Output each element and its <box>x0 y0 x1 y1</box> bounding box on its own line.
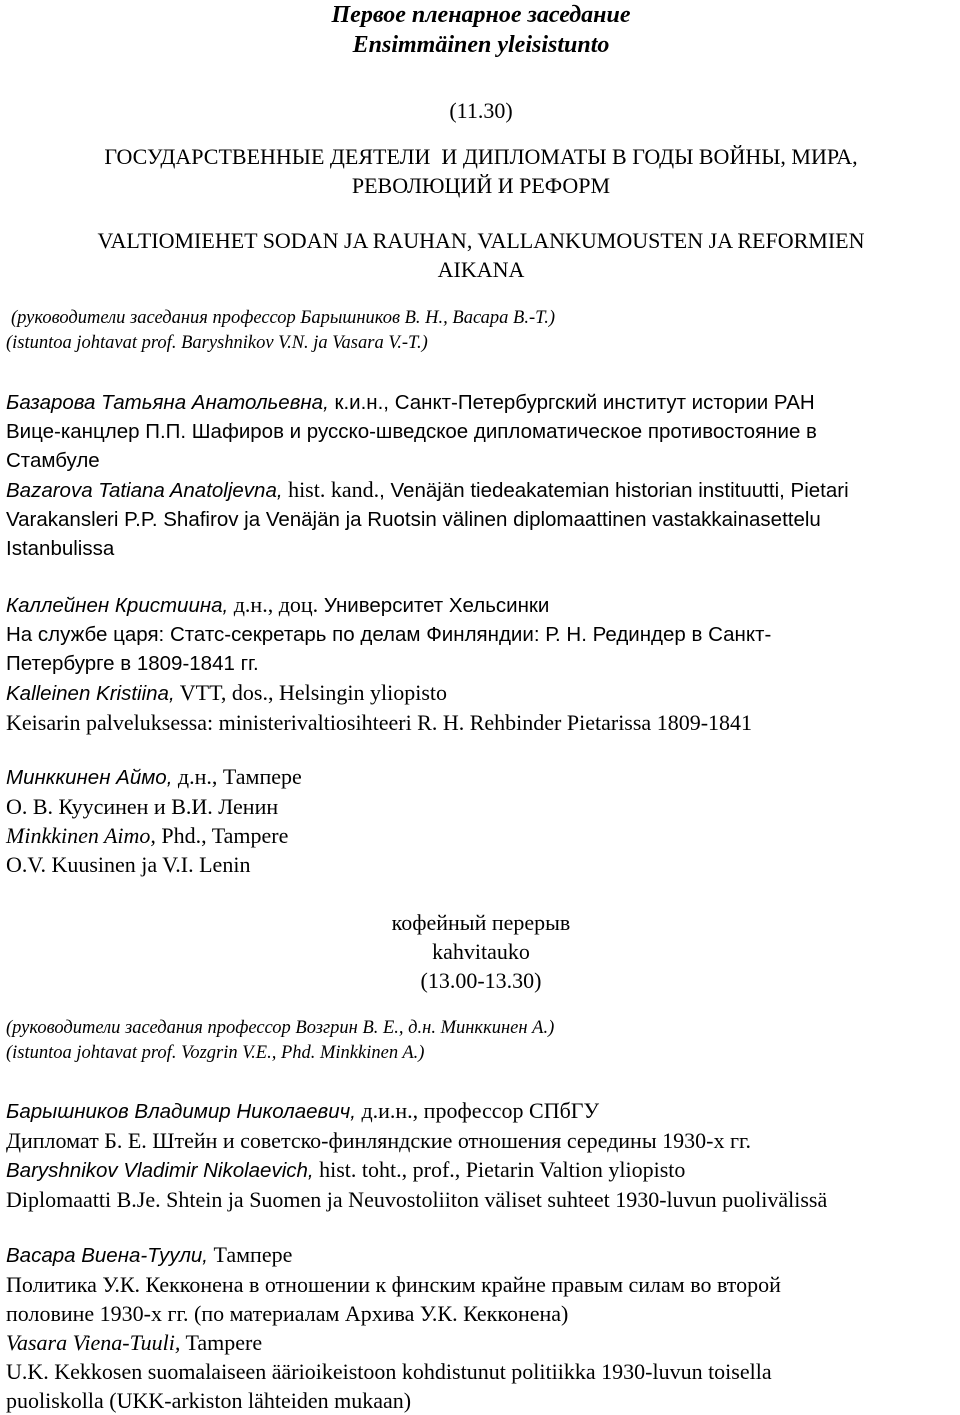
chairs-1-ru: (руководители заседания профессор Барышников В. Н., Васара В.-Т.) <box>11 308 556 328</box>
chairs-1-fi: (istuntoa johtavat prof. Baryshnikov V.N. ja Vasara V.-T.) <box>6 333 428 353</box>
talk-title-fi-line-1: Varakansleri P.P. Shafirov ja Venäjän ja Ruotsin välinen diplomaattinen vastakkainasettelu <box>6 508 821 531</box>
speaker-affiliation-fi: Phd., Tampere <box>155 823 289 848</box>
talk-title-ru-line-1: Политика У.К. Кекконена в отношении к финским крайне правым силам во второй <box>6 1272 781 1297</box>
speaker-affiliation-fi-b: , Helsingin yliopisto <box>267 680 448 705</box>
speaker-affiliation-ru: к.и.н., Санкт-Петербургский институт истории РАН <box>328 391 815 414</box>
speaker-name-ru: Барышников Владимир Николаевич, <box>6 1100 356 1123</box>
speaker-affiliation-fi: hist. toht., prof., Pietarin Valtion yliopisto <box>313 1157 686 1182</box>
session-header <box>6 0 956 60</box>
break-ru: кофейный перерыв <box>391 910 571 935</box>
speaker-affiliation-ru: д.и.н., профессор СПбГУ <box>355 1098 600 1123</box>
session-chairs-1 <box>6 306 956 356</box>
chairs-2-fi: (istuntoa johtavat prof. Vozgrin V.E., Phd. Minkkinen A.) <box>6 1043 425 1063</box>
speaker-name-fi: Kalleinen Kristiina, <box>6 682 175 705</box>
break-fi: kahvitauko <box>432 939 530 964</box>
talk-minkkinen <box>6 762 956 879</box>
theme-fi-line-1: VALTIOMIEHET SODAN JA RAUHAN, VALLANKUMOUSTEN JA REFORMIEN <box>97 228 865 253</box>
session-theme-ru <box>6 142 956 200</box>
talk-title-ru-line-2: Петербурге в 1809-1841 гг. <box>6 652 259 675</box>
talk-title-fi-line-2: puoliskolla (UKK-arkiston lähteiden mukaan) <box>6 1388 412 1413</box>
speaker-affiliation-fi-a: VTT, dos. <box>174 680 268 705</box>
talk-title-ru-line-1: На службе царя: Статс-секретарь по делам Финляндии: Р. Н. Рединдер в Санкт- <box>6 623 772 646</box>
coffee-break <box>6 908 956 995</box>
speaker-affiliation-ru-a: д.н., доц. <box>228 592 319 617</box>
talk-title-fi-line-1: U.K. Kekkosen suomalaiseen äärioikeistoon kohdistunut politiikka 1930-luvun toisella <box>6 1359 772 1384</box>
speaker-affiliation-ru: Тампере <box>207 1242 293 1267</box>
talk-kalleinen <box>6 590 956 737</box>
session-title-fi: Ensimmäinen yleisistunto <box>352 32 610 58</box>
speaker-affiliation-ru: д.н., Тампере <box>172 764 302 789</box>
talk-bazarova <box>6 388 956 563</box>
talk-title-fi-line-2: Istanbulissa <box>6 537 115 560</box>
talk-title-fi: Keisarin palveluksessa: ministerivaltiosihteeri R. H. Rehbinder Pietarissa 1809-1841 <box>6 710 753 735</box>
session-title-ru: Первое пленарное заседание <box>331 2 631 28</box>
speaker-name-ru: Васара Виена-Туули, <box>6 1244 208 1267</box>
chairs-2-ru: (руководители заседания профессор Возгрин В. Е., д.н. Минккинен А.) <box>6 1018 555 1038</box>
speaker-affiliation-ru-b: Университет Хельсинки <box>318 594 550 617</box>
talk-title-ru: Дипломат Б. Е. Штейн и советско-финляндские отношения середины 1930-х гг. <box>6 1128 752 1153</box>
speaker-affiliation-fi-a: hist. kand. <box>282 477 380 502</box>
talk-title-ru-line-2: половине 1930-х гг. (по материалам Архива У.К. Кекконена) <box>6 1301 569 1326</box>
speaker-name-fi: Baryshnikov Vladimir Nikolaevich, <box>6 1159 314 1182</box>
theme-ru-line-2: РЕВОЛЮЦИЙ И РЕФОРМ <box>351 173 611 198</box>
theme-fi-line-2: AIKANA <box>437 257 525 282</box>
speaker-name-ru: Каллейнен Кристиина, <box>6 594 229 617</box>
speaker-name-ru: Базарова Татьяна Анатольевна, <box>6 391 329 414</box>
speaker-name-fi: Vasara Viena-Tuuli, <box>6 1330 181 1355</box>
break-time: (13.00-13.30) <box>420 968 542 993</box>
speaker-name-fi: Minkkinen Aimo, <box>6 823 156 848</box>
talk-vasara <box>6 1240 956 1415</box>
talk-baryshnikov <box>6 1096 956 1214</box>
talk-title-ru: О. В. Куусинен и В.И. Ленин <box>6 794 279 819</box>
talk-title-fi: Diplomaatti B.Je. Shtein ja Suomen ja Neuvostoliiton väliset suhteet 1930-luvun puolivälissä <box>6 1187 828 1212</box>
talk-title-fi: O.V. Kuusinen ja V.I. Lenin <box>6 852 251 877</box>
speaker-name-fi: Bazarova Tatiana Anatoljevna, <box>6 479 283 502</box>
session-chairs-2 <box>6 1016 956 1066</box>
speaker-name-ru: Минккинен Аймо, <box>6 766 173 789</box>
talk-title-ru-line-2: Стамбуле <box>6 449 100 472</box>
session-time: (11.30) <box>449 98 513 123</box>
speaker-affiliation-fi-b: , Venäjän tiedeakatemian historian instituutti, Pietari <box>379 479 849 502</box>
session-theme-fi <box>6 226 956 284</box>
speaker-affiliation-fi: Tampere <box>180 1330 263 1355</box>
talk-title-ru-line-1: Вице-канцлер П.П. Шафиров и русско-шведское дипломатическое противостояние в <box>6 420 817 443</box>
theme-ru-line-1: ГОСУДАРСТВЕННЫЕ ДЕЯТЕЛИ И ДИПЛОМАТЫ В ГОДЫ ВОЙНЫ, МИРА, <box>104 144 858 169</box>
